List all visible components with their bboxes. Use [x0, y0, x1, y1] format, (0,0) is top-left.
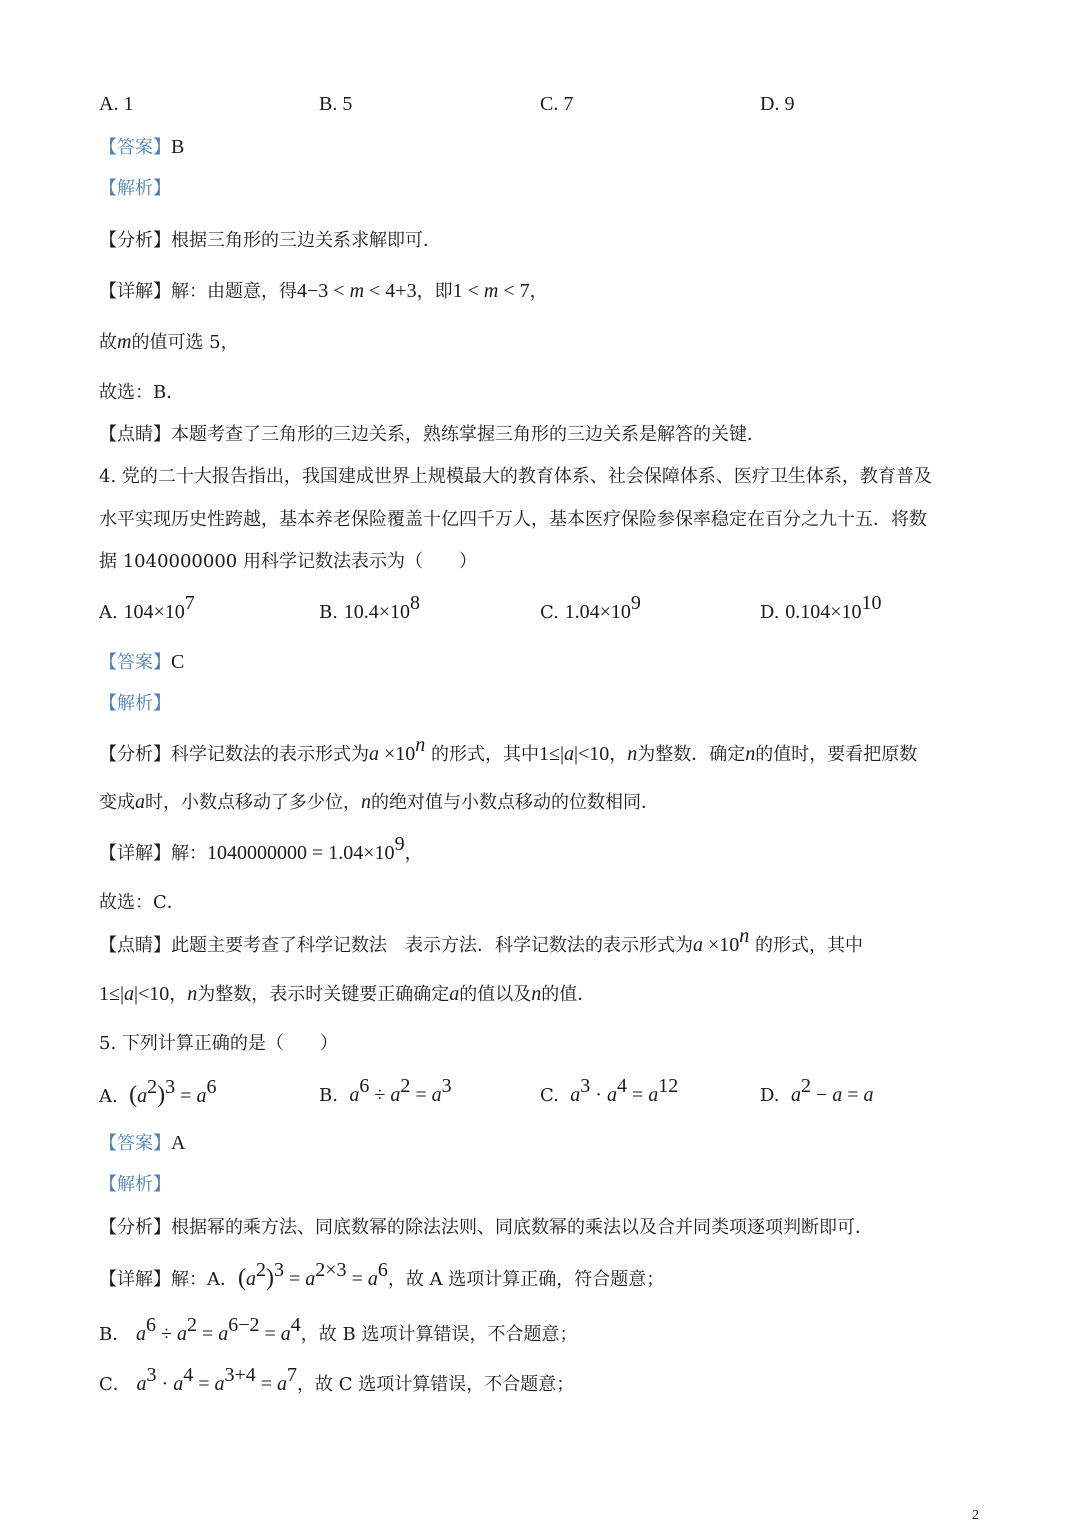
- math-symbol: a: [196, 1085, 207, 1107]
- math-var-n: n: [627, 743, 638, 765]
- q4-stem-line1: 4. 党的二十大报告指出，我国建成世界上规模最大的教育体系、社会保障体系、医疗卫生体系，教育普及: [99, 466, 932, 487]
- math-exponent: 2: [400, 1075, 411, 1097]
- math-symbol: ): [157, 1082, 166, 1108]
- math-var-n: n: [745, 743, 756, 765]
- math-var-n: n: [361, 791, 371, 813]
- text: 为整数，表示时关键要正确确定: [197, 984, 450, 1005]
- q5-stem: 5. 下列计算正确的是（ ）: [99, 1033, 338, 1054]
- option-exponent: 8: [409, 592, 420, 614]
- math-symbol: a: [863, 1084, 874, 1106]
- q4-options: [99, 592, 999, 626]
- math-var-m: m: [349, 280, 365, 302]
- option-exponent: 9: [630, 592, 641, 614]
- math-exponent: 3+4: [224, 1364, 256, 1386]
- math-symbol: a: [431, 1084, 442, 1106]
- math-exponent: 3: [580, 1075, 591, 1097]
- option-math: 1.04×10: [564, 601, 631, 623]
- option-label: A.: [99, 602, 118, 623]
- q3-option-d: D. 9: [760, 93, 795, 115]
- q4-answer: [99, 650, 184, 675]
- math-exponent: 3: [146, 1364, 157, 1386]
- math-symbol: a: [367, 1268, 378, 1290]
- text: 解：: [171, 843, 207, 864]
- math-symbol: a: [137, 1085, 148, 1107]
- math-symbol: (: [238, 1265, 246, 1291]
- math-exponent: 2: [147, 1076, 158, 1098]
- math-exponent: 4: [616, 1075, 627, 1097]
- math-var-a: a: [135, 791, 145, 813]
- math-symbol: =: [410, 1084, 432, 1106]
- math-symbol: =: [346, 1268, 368, 1290]
- q4-xiangjie: [99, 833, 423, 866]
- q3-xiangjie: [99, 279, 548, 304]
- math-symbol: a: [606, 1084, 617, 1106]
- math-exponent: 4: [290, 1314, 301, 1336]
- math-var-a: a: [564, 743, 574, 765]
- option-label: B.: [319, 602, 338, 623]
- fenxi-text: 根据幂的乘方法、同底数幂的除法法则、同底数幂的乘法以及合并同类项逐项判断即可．: [171, 1217, 873, 1238]
- math-symbol: −: [810, 1084, 833, 1106]
- answer-value: C: [171, 651, 185, 673]
- math-symbol: a: [246, 1268, 256, 1290]
- math-var-n: n: [531, 983, 542, 1005]
- dianjing-text: 本题考查了三角形的三边关系，熟练掌握三角形的三边关系是解答的关键．: [171, 424, 765, 445]
- q4-fenxi-line1: [99, 734, 918, 767]
- xiangjie-tag: 【详解】: [99, 281, 171, 302]
- math-symbol: a: [277, 1373, 288, 1395]
- text: 时，小数点移动了多少位，: [145, 792, 361, 813]
- math-exponent: 6: [206, 1076, 217, 1098]
- math-symbol: a: [305, 1268, 316, 1290]
- q5-option-b: B. $a^6 \div a^2 = a^3$: [319, 1075, 452, 1106]
- math-exponent: 9: [394, 833, 405, 855]
- q4-dianjing-line2: [99, 982, 595, 1007]
- math-expr: 1040000000 = 1.04×10: [207, 842, 395, 864]
- text: ，: [169, 984, 188, 1005]
- math-symbol: a: [214, 1373, 225, 1395]
- q3-line2: [99, 330, 239, 355]
- math-exponent: 6: [145, 1314, 156, 1336]
- text: 解：A．: [171, 1269, 238, 1290]
- answer-tag: 【答案】: [99, 137, 171, 158]
- q5-xiangjie-c: [99, 1364, 575, 1397]
- q5-answer: [99, 1131, 185, 1156]
- math-var-m: m: [117, 331, 132, 353]
- option-label: C.: [540, 602, 559, 623]
- math-var-a: a: [123, 983, 134, 1005]
- text: C．: [99, 1374, 131, 1395]
- q3-option-b: B. 5: [319, 93, 353, 115]
- text: ，: [404, 843, 423, 864]
- q4-option-b: [319, 592, 420, 625]
- math-exponent: 6: [377, 1259, 388, 1281]
- q5-option-d: D. $a^2 - a = a$: [760, 1075, 874, 1106]
- q5-xiangjie-a: [99, 1259, 665, 1292]
- math-symbol: ÷: [155, 1323, 177, 1345]
- text: B．: [99, 1324, 131, 1345]
- math-symbol: =: [284, 1268, 306, 1290]
- math-expr: < 4+3: [364, 280, 417, 302]
- math-symbol: =: [259, 1323, 281, 1345]
- math-ineq: 1≤|: [99, 983, 124, 1005]
- q4-option-c: [540, 592, 641, 625]
- fenxi-text: 根据三角形的三边关系求解即可．: [171, 230, 441, 251]
- math-exponent: 12: [658, 1075, 679, 1097]
- text: 的值以及: [459, 984, 532, 1005]
- text: 此题主要考查了科学记数法 表示方法．科学记数法的表示形式为: [171, 935, 693, 956]
- dianjing-tag: 【点睛】: [99, 424, 171, 445]
- q3-jiexi-tag: 【解析】: [99, 178, 171, 199]
- text: 的值可选 5，: [131, 332, 239, 353]
- q4-jiexi-tag: 【解析】: [99, 693, 171, 714]
- answer-value: A: [171, 1132, 186, 1154]
- math-exponent: 6−2: [228, 1314, 260, 1336]
- math-symbol: a: [349, 1084, 360, 1106]
- math-var-n: n: [187, 983, 198, 1005]
- math-symbol: a: [832, 1084, 843, 1106]
- math-exponent: 2: [186, 1314, 197, 1336]
- math-var-a: a: [693, 934, 703, 956]
- q3-option-c: C. 7: [540, 93, 574, 115]
- math-symbol: a: [280, 1323, 291, 1345]
- math-exponent: 3: [441, 1075, 452, 1097]
- q5-option-c: C. $a^3 \cdot a^4 = a^{12}$: [540, 1075, 679, 1106]
- math-symbol: ÷: [369, 1084, 391, 1106]
- option-math: 104×10: [123, 601, 185, 623]
- math-symbol: (: [129, 1082, 138, 1108]
- math-symbol: a: [218, 1323, 229, 1345]
- text: 科学记数法的表示形式为: [171, 744, 369, 765]
- math-exp-n: n: [739, 925, 750, 947]
- q3-fenxi: [99, 229, 441, 253]
- option-math: 0.104×10: [785, 601, 862, 623]
- q4-option-a: [99, 592, 195, 625]
- math-symbol: ·: [156, 1373, 174, 1395]
- math-symbol: ): [266, 1265, 274, 1291]
- text: 的值时，要看把原数: [755, 744, 918, 765]
- fenxi-tag: 【分析】: [99, 230, 171, 251]
- q3-options: [99, 92, 999, 118]
- option-math: 10.4×10: [343, 601, 410, 623]
- q3-answer: [99, 135, 184, 160]
- math-expr: 1 <: [452, 280, 484, 302]
- text: ，故 A 选项计算正确，符合题意；: [387, 1269, 665, 1290]
- math-times: ×10: [379, 743, 416, 765]
- answer-tag: 【答案】: [99, 1133, 171, 1154]
- text: 为整数．确定: [637, 744, 746, 765]
- math-symbol: ·: [590, 1084, 607, 1106]
- q4-stem-line2: 水平实现历史性跨越，基本养老保险覆盖十亿四千万人，基本医疗保险参保率稳定在百分之九十五．将数: [99, 509, 927, 530]
- math-exponent: 3: [274, 1259, 284, 1281]
- math-ineq: |<10: [574, 743, 610, 765]
- math-exponent: 2: [800, 1075, 811, 1097]
- q5-option-a: A. $(a^2)^3 = a^6$: [99, 1076, 217, 1108]
- math-exp-n: n: [415, 734, 426, 756]
- xiangjie-pre: 解：由题意，得: [171, 281, 297, 302]
- math-exponent: 7: [287, 1364, 298, 1386]
- q5-xiangjie-b: [99, 1314, 578, 1347]
- fenxi-tag: 【分析】: [99, 744, 171, 765]
- text: 的形式，其中: [431, 744, 540, 765]
- math-ineq: 1≤|: [539, 743, 564, 765]
- option-exponent: 7: [184, 592, 195, 614]
- math-exponent: 2×3: [315, 1259, 347, 1281]
- math-expr: < 7: [498, 280, 530, 302]
- text: 的形式，其中: [755, 935, 864, 956]
- option-exponent: 10: [861, 592, 882, 614]
- fenxi-tag: 【分析】: [99, 1217, 171, 1238]
- math-ineq: |<10: [133, 983, 170, 1005]
- math-var-a: a: [369, 743, 379, 765]
- answer-value: B: [171, 136, 185, 158]
- xiangjie-tag: 【详解】: [99, 843, 171, 864]
- math-times: ×10: [703, 934, 740, 956]
- q5-fenxi: [99, 1216, 873, 1240]
- xiangjie-mid: ，即: [416, 281, 453, 302]
- math-var-a: a: [449, 983, 460, 1005]
- xiangjie-end: ，: [529, 281, 548, 302]
- answer-tag: 【答案】: [99, 652, 171, 673]
- q3-option-a: A. 1: [99, 93, 134, 115]
- math-symbol: a: [173, 1373, 184, 1395]
- math-exponent: 4: [183, 1364, 194, 1386]
- text: 的值．: [541, 984, 596, 1005]
- math-expr: 4−3 <: [297, 280, 350, 302]
- xiangjie-tag: 【详解】: [99, 1269, 171, 1290]
- q3-choose: 故选：B．: [99, 382, 185, 403]
- dianjing-tag: 【点睛】: [99, 935, 171, 956]
- math-var-m: m: [483, 280, 499, 302]
- math-exponent: 3: [165, 1076, 176, 1098]
- math-symbol: =: [193, 1373, 215, 1395]
- option-label: D.: [760, 602, 780, 623]
- math-symbol: =: [255, 1373, 278, 1395]
- q4-stem-line3: 据 1040000000 用科学记数法表示为（ ）: [99, 551, 477, 572]
- text: 故: [99, 332, 117, 353]
- math-symbol: a: [790, 1084, 801, 1106]
- math-symbol: a: [135, 1323, 146, 1345]
- text: ，故 C 选项计算错误，不合题意；: [297, 1374, 575, 1395]
- math-exponent: 2: [256, 1259, 266, 1281]
- math-symbol: =: [175, 1085, 197, 1107]
- q4-choose: 故选：C．: [99, 892, 185, 913]
- math-symbol: a: [648, 1084, 659, 1106]
- text: 变成: [99, 792, 135, 813]
- text: 的绝对值与小数点移动的位数相同．: [371, 792, 659, 813]
- math-symbol: =: [196, 1323, 219, 1345]
- math-symbol: a: [390, 1084, 401, 1106]
- math-symbol: =: [626, 1084, 649, 1106]
- math-symbol: a: [176, 1323, 187, 1345]
- page-number: 2: [972, 1508, 979, 1523]
- text: ，: [609, 744, 628, 765]
- math-exponent: 6: [359, 1075, 370, 1097]
- text: ，故 B 选项计算错误，不合题意；: [300, 1324, 578, 1345]
- q4-dianjing-line1: [99, 925, 864, 958]
- q5-options: [99, 1075, 999, 1109]
- math-symbol: a: [570, 1084, 581, 1106]
- q5-jiexi-tag: 【解析】: [99, 1174, 171, 1195]
- math-symbol: a: [136, 1373, 147, 1395]
- math-symbol: =: [842, 1084, 864, 1106]
- q3-dianjing: [99, 423, 765, 447]
- q4-fenxi-line2: [99, 790, 659, 815]
- q4-option-d: [760, 592, 882, 625]
